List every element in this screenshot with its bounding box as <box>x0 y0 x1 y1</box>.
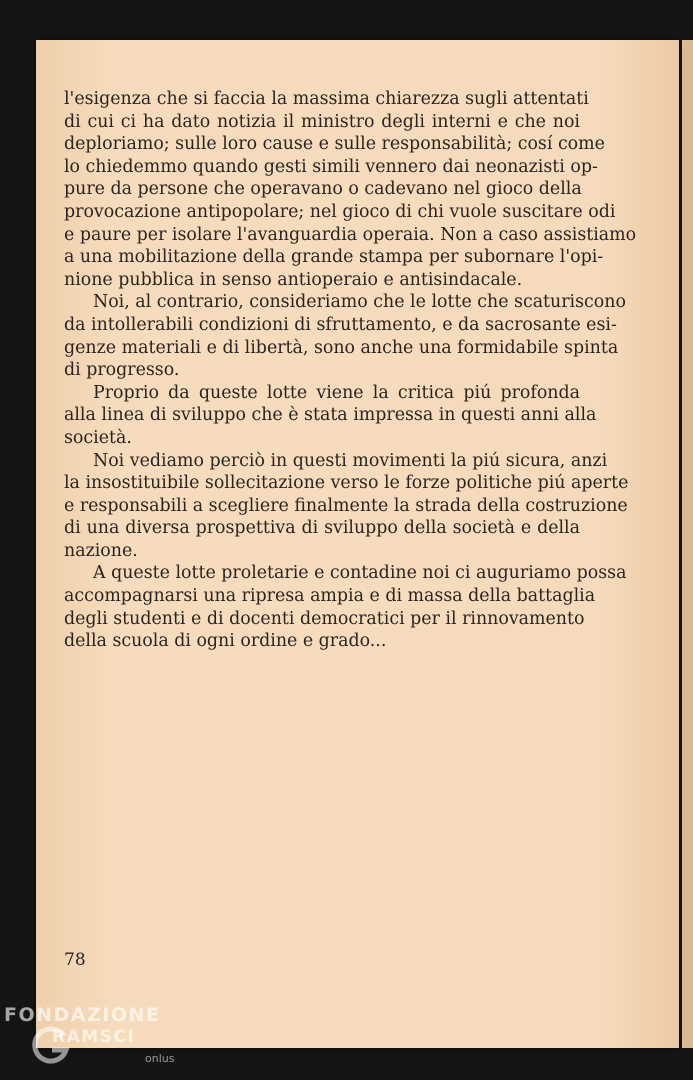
text-line: e paure per isolare l'avanguardia operaia. Non a caso assistiamo <box>64 224 637 245</box>
text-line: della scuola di ogni ordine e grado... <box>64 631 387 652</box>
text-line: provocazione antipopolare; nel gioco di chi vuole suscitare odi <box>64 201 616 222</box>
text-line: degli studenti e di docenti democratici per il rinnovamento <box>64 608 585 629</box>
text-line: Noi vediamo perciò in questi movimenti la piú sicura, anzi <box>93 450 608 471</box>
text-line: lo chiedemmo quando gesti simili vennero dai neonazisti op- <box>64 156 598 177</box>
text-line: Proprio da queste lotte viene la critica piú profonda <box>93 382 580 403</box>
paragraph-1 <box>64 88 637 291</box>
text-line: di cui ci ha dato notizia il ministro degli interni e che noi <box>64 111 580 132</box>
text-line: di una diversa prospettiva di sviluppo della società e della <box>64 518 580 539</box>
text-line: l'esigenza che si faccia la massima chiarezza sugli attentati <box>64 89 589 109</box>
text-line: A queste lotte proletarie e contadine noi ci auguriamo possa <box>93 563 627 584</box>
paragraph-5 <box>64 562 627 652</box>
text-line: Noi, al contrario, consideriamo che le lotte che scaturiscono <box>93 292 626 313</box>
text-line: da intollerabili condizioni di sfruttamento, e da sacrosante esi- <box>64 314 617 335</box>
body-text <box>64 88 637 653</box>
text-line: di progresso. <box>64 360 180 381</box>
page-number: 78 <box>64 950 86 970</box>
paragraph-3 <box>64 382 597 450</box>
watermark-line1: FONDAZIONE <box>4 1004 161 1026</box>
text-line: la insostituibile sollecitazione verso le forze politiche piú aperte <box>64 473 629 494</box>
paragraph-2 <box>64 291 626 381</box>
text-line: alla linea di sviluppo che è stata impressa in questi anni alla <box>64 405 597 426</box>
gramsci-g-icon <box>28 1024 72 1068</box>
text-line: a una mobilitazione della grande stampa per subornare l'opi- <box>64 247 604 268</box>
text-line: pure da persone che operavano o cadevano nel gioco della <box>64 179 582 200</box>
watermark-line2: RAMSCI <box>52 1027 136 1047</box>
text-line: nione pubblica in senso antioperaio e antisindacale. <box>64 269 523 290</box>
text-line: accompagnarsi una ripresa ampia e di massa della battaglia <box>64 586 596 607</box>
text-line: nazione. <box>64 540 138 561</box>
watermark-onlus: onlus <box>145 1052 175 1065</box>
text-line: e responsabili a scegliere finalmente la strada della costruzione <box>64 495 628 516</box>
text-line: società. <box>64 427 132 448</box>
text-line: deploriamo; sulle loro cause e sulle responsabilità; cosí come <box>64 134 605 155</box>
text-line: genze materiali e di libertà, sono anche una formidabile spinta <box>64 337 619 358</box>
next-page-edge <box>682 40 693 1048</box>
paragraph-4 <box>64 450 629 563</box>
